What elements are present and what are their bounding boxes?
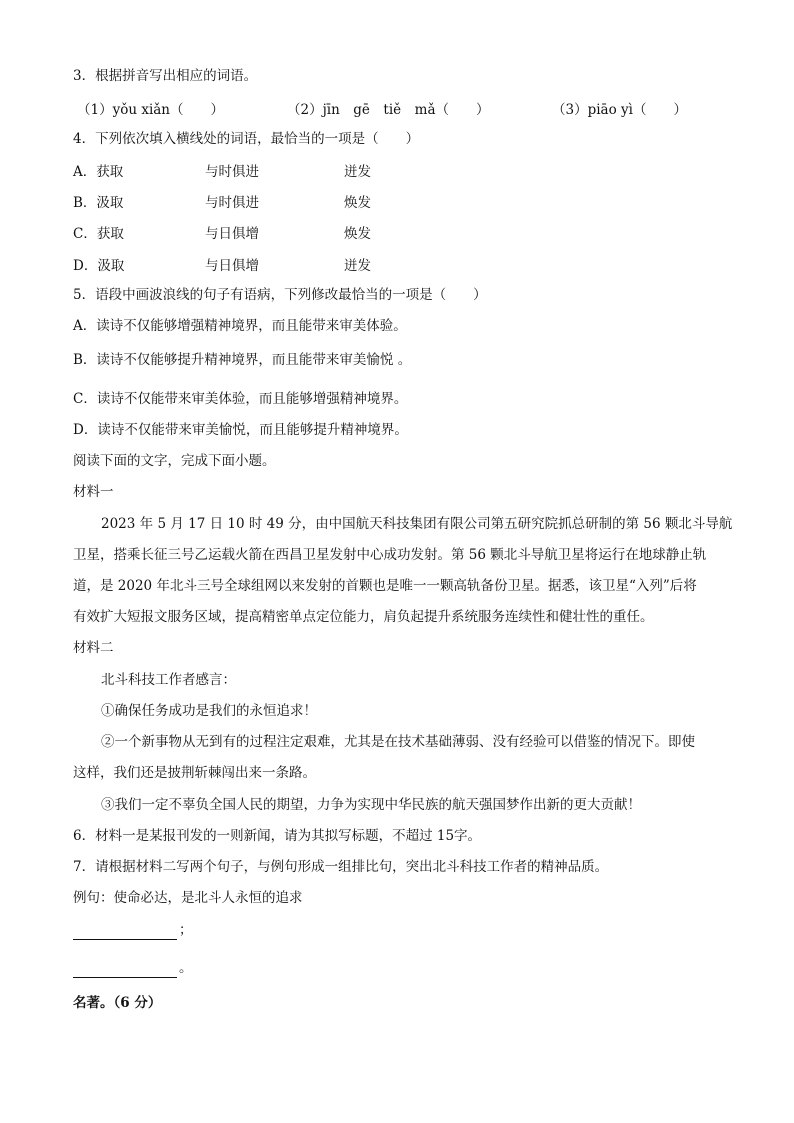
material2-sentence-3: ③我们一定不辜负全国人民的期望，力争为实现中华民族的航天强国梦作出新的更大贡献！ [101, 797, 641, 813]
answer-line-2[interactable] [73, 958, 193, 978]
q5-option-c: C．读诗不仅能带来审美体验，而且能够增强精神境界。 [73, 391, 408, 407]
q6-stem: 6．材料一是某报刊发的一则新闻，请为其拟写标题，不超过 15字。 [73, 828, 482, 844]
q4-option-label: A．获取 [73, 164, 124, 180]
material1-line: 有效扩大短报文服务区域，提高精密单点定位能力，肩负起提升系统服务连续性和健壮性的重任。 [73, 609, 654, 625]
material2-sentence-1: ①确保任务成功是我们的永恒追求！ [101, 703, 317, 719]
material1-line: 卫星，搭乘长征三号乙运载火箭在西昌卫星发射中心成功发射。第 56 颗北斗导航卫星将运行在地球静止轨 [73, 547, 707, 563]
q4-option-word3: 焕发 [344, 226, 371, 242]
material1-line: 2023 年 5 月 17 日 10 时 49 分，由中国航天科技集团有限公司第五研究院抓总研制的第 56 颗北斗导航 [101, 516, 733, 532]
material1-title: 材料一 [73, 484, 114, 500]
q5-option-a: A．读诗不仅能够增强精神境界，而且能带来审美体验。 [73, 318, 407, 334]
q4-option-label: C．获取 [73, 226, 124, 242]
q3-item-3: （3）piāo yì（ ） [552, 102, 687, 118]
q4-option-word2: 与时俱进 [205, 195, 259, 211]
q5-stem: 5．语段中画波浪线的句子有语病，下列修改最恰当的一项是（ ） [73, 287, 487, 303]
q3-item-1: （1）yǒu xiǎn（ ） [77, 102, 225, 118]
answer-line-2-end: 。 [179, 960, 193, 976]
answer-blank-1[interactable] [73, 925, 177, 940]
section-title: 名著。（6 分） [73, 995, 162, 1011]
material2-title: 材料二 [73, 640, 114, 656]
q4-option-label: D．汲取 [73, 258, 125, 274]
reading-intro: 阅读下面的文字，完成下面小题。 [73, 453, 276, 469]
q5-option-d: D．读诗不仅能带来审美愉悦，而且能够提升精神境界。 [73, 422, 408, 438]
answer-line-1-end: ； [179, 922, 193, 938]
material2-sentence-2a: ②一个新事物从无到有的过程注定艰难，尤其是在技术基础薄弱、没有经验可以借鉴的情况下。即使 [101, 734, 695, 750]
q4-stem: 4．下列依次填入横线处的词语，最恰当的一项是（ ） [73, 131, 420, 147]
q4-option-word2: 与日俱增 [205, 258, 259, 274]
q4-option-word3: 迸发 [344, 258, 371, 274]
answer-line-1[interactable] [73, 920, 193, 940]
q4-option-word2: 与日俱增 [205, 226, 259, 242]
material2-sentence-2b: 这样，我们还是披荆斩棘闯出来一条路。 [73, 765, 316, 781]
material2-intro: 北斗科技工作者感言： [101, 672, 236, 688]
q7-stem: 7．请根据材料二写两个句子，与例句形成一组排比句，突出北斗科技工作者的精神品质。 [73, 859, 609, 875]
q4-option-label: B．汲取 [73, 195, 124, 211]
q4-option-word3: 迸发 [344, 164, 371, 180]
q5-option-b: B．读诗不仅能够提升精神境界，而且能带来审美愉悦 。 [73, 352, 412, 368]
q7-example: 例句：使命必达，是北斗人永恒的追求 [73, 890, 303, 906]
q4-option-word2: 与时俱进 [205, 164, 259, 180]
answer-blank-2[interactable] [73, 963, 177, 978]
q3-item-2: （2）jīn gē tiě mǎ（ ） [287, 102, 490, 118]
q3-stem: 3．根据拼音写出相应的词语。 [73, 68, 258, 84]
q4-option-word3: 焕发 [344, 195, 371, 211]
material1-line: 道，是 2020 年北斗三号全球组网以来发射的首颗也是唯一一颗高轨备份卫星。据悉，该卫星“入列”后将 [73, 578, 697, 594]
